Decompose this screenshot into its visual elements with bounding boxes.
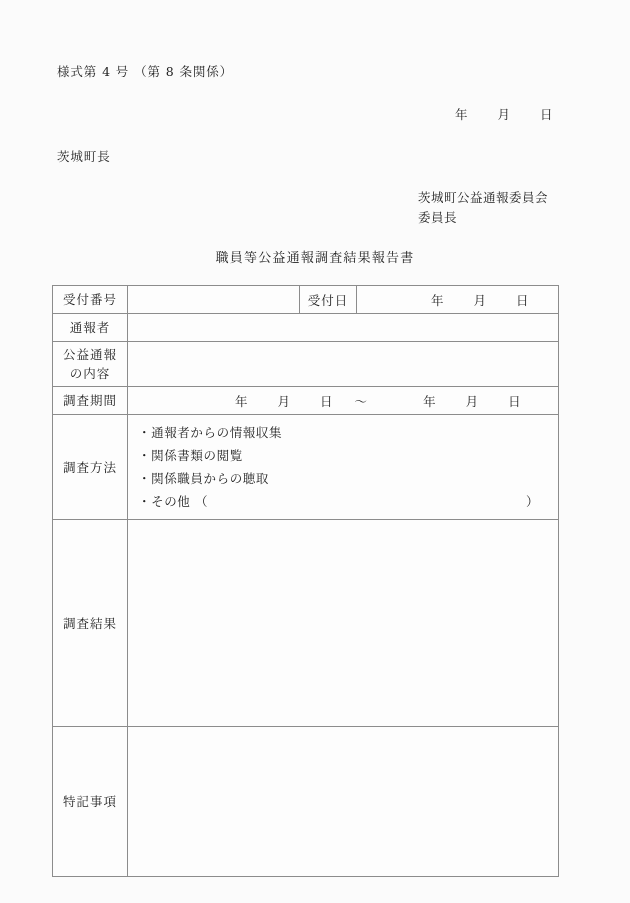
survey-method-options xyxy=(128,415,559,520)
sender-title: 委員長 xyxy=(418,210,458,225)
survey-method-item-other[interactable] xyxy=(138,490,558,513)
survey-period-from-year: 年 xyxy=(235,393,248,409)
survey-period-field[interactable] xyxy=(128,387,559,415)
sender-organization: 茨城町公益通報委員会 xyxy=(418,190,549,205)
receipt-date-label: 受付日 xyxy=(300,286,357,314)
survey-result-field[interactable] xyxy=(128,520,559,727)
table-row-report-content xyxy=(53,342,559,387)
survey-period-from-day: 日 xyxy=(320,393,333,409)
receipt-number-field[interactable] xyxy=(128,286,300,314)
header-date-month: 月 xyxy=(497,107,511,122)
survey-method-other-suffix: ） xyxy=(526,494,540,509)
receipt-date-year: 年 xyxy=(431,292,444,308)
table-row-remarks xyxy=(53,727,559,877)
table-row-survey-result xyxy=(53,520,559,727)
survey-period-to-day: 日 xyxy=(508,393,521,409)
remarks-field[interactable] xyxy=(128,727,559,877)
header-date-year: 年 xyxy=(455,107,468,122)
header-date-day: 日 xyxy=(540,107,553,122)
table-row-reporter xyxy=(53,314,559,342)
survey-method-item-0[interactable]: ・通報者からの情報収集 xyxy=(138,425,283,440)
sender-block xyxy=(418,188,548,228)
table-row-survey-period xyxy=(53,387,559,415)
table-row-survey-method xyxy=(53,415,559,520)
survey-method-other-prefix: ・その他 （ xyxy=(138,494,209,509)
reporter-field[interactable] xyxy=(128,314,559,342)
receipt-date-month: 月 xyxy=(473,292,487,308)
reporter-label: 通報者 xyxy=(53,314,128,342)
report-content-label xyxy=(53,342,128,387)
report-form-table xyxy=(52,285,559,877)
survey-period-separator: ～ xyxy=(354,393,368,409)
report-content-field[interactable] xyxy=(128,342,559,387)
report-content-label-line2: の内容 xyxy=(69,366,111,381)
survey-method-item-2[interactable]: ・関係職員からの聴取 xyxy=(138,471,270,486)
survey-period-to-year: 年 xyxy=(423,393,436,409)
survey-method-item-1[interactable]: ・関係書類の閲覧 xyxy=(138,448,243,463)
survey-period-to-month: 月 xyxy=(465,393,479,409)
survey-period-from-month: 月 xyxy=(277,393,291,409)
survey-period-label: 調査期間 xyxy=(53,387,128,415)
survey-method-label: 調査方法 xyxy=(53,415,128,520)
report-content-label-line1: 公益通報 xyxy=(62,347,117,362)
addressee: 茨城町長 xyxy=(57,149,111,164)
survey-result-label: 調査結果 xyxy=(53,520,128,727)
table-row-receipt xyxy=(53,286,559,314)
remarks-label: 特記事項 xyxy=(53,727,128,877)
survey-method-list xyxy=(138,421,558,513)
form-number: 様式第 4 号 （第 8 条関係） xyxy=(57,64,234,79)
receipt-date-day: 日 xyxy=(516,292,529,308)
receipt-number-label: 受付番号 xyxy=(53,286,128,314)
document-title: 職員等公益通報調査結果報告書 xyxy=(215,251,415,266)
receipt-date-field[interactable] xyxy=(357,286,559,314)
header-date-line xyxy=(455,105,553,123)
